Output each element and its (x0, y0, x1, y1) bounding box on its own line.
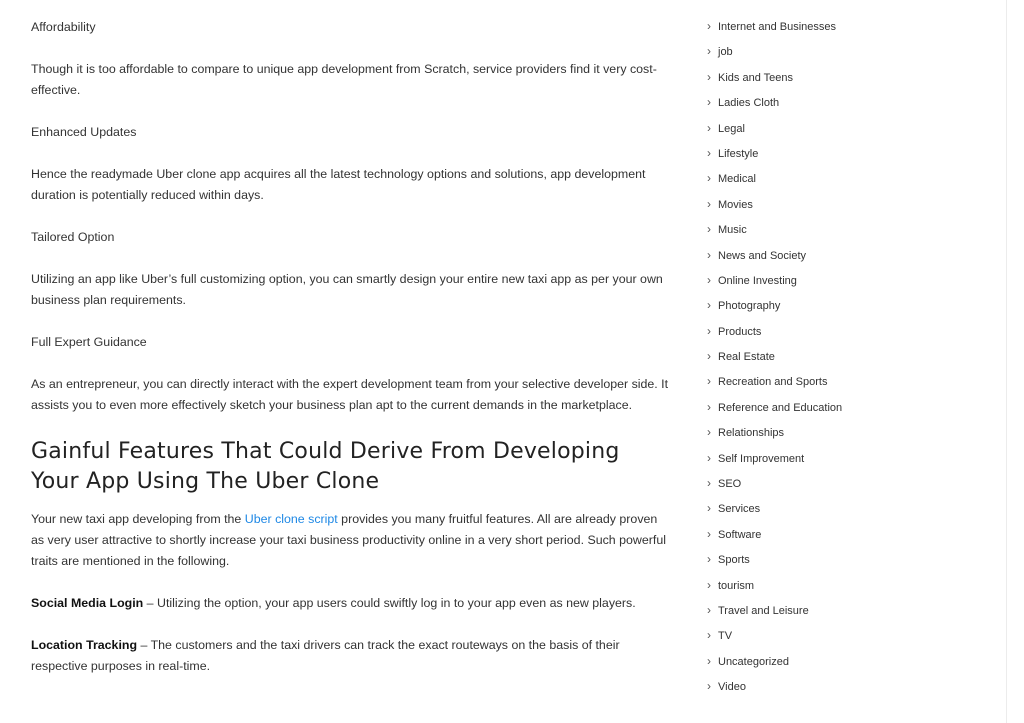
sidebar-category-item[interactable] (707, 141, 1007, 166)
sidebar-category-item[interactable] (707, 623, 1007, 648)
chevron-right-icon: › (707, 501, 711, 516)
chevron-right-icon: › (707, 323, 711, 338)
chevron-right-icon: › (707, 69, 711, 84)
chevron-right-icon: › (707, 476, 711, 491)
sidebar-category-label: Ladies Cloth (718, 97, 780, 110)
chevron-right-icon: › (707, 19, 711, 33)
chevron-right-icon: › (707, 628, 711, 643)
chevron-right-icon: › (707, 120, 711, 135)
sidebar-category-list (707, 14, 1007, 700)
paragraph-social-media-login (31, 593, 673, 614)
sidebar-category-item[interactable] (707, 598, 1007, 623)
sidebar-category-label: Self Improvement (718, 452, 805, 465)
subheading-full-expert-guidance: Full Expert Guidance (31, 335, 147, 349)
sidebar-category-item[interactable] (707, 65, 1007, 90)
sidebar-category-item[interactable] (707, 446, 1007, 471)
sidebar-category-label: Products (718, 325, 762, 338)
chevron-right-icon: › (707, 374, 711, 389)
sidebar-category-item[interactable] (707, 293, 1007, 318)
sidebar-category-item[interactable] (707, 496, 1007, 521)
chevron-right-icon: › (707, 272, 711, 287)
chevron-right-icon: › (707, 526, 711, 541)
sidebar-category-label: Video (718, 681, 746, 694)
sidebar-category-label: SEO (718, 478, 742, 491)
sidebar-category-label: job (718, 46, 733, 59)
chevron-right-icon: › (707, 44, 711, 59)
uber-clone-script-link[interactable]: Uber clone script (244, 512, 338, 526)
sidebar-category-label: Reference and Education (718, 401, 843, 414)
sidebar-category-item[interactable] (707, 268, 1007, 293)
sidebar-category-label: Medical (718, 173, 756, 186)
subheading-enhanced-updates: Enhanced Updates (31, 125, 137, 139)
sidebar-category-label: Music (718, 224, 747, 237)
sidebar-category-item[interactable] (707, 39, 1007, 64)
sidebar-category-item[interactable] (707, 649, 1007, 674)
sidebar-category-item[interactable] (707, 344, 1007, 369)
sidebar-category-item[interactable] (707, 14, 1007, 39)
sidebar-category-item[interactable] (707, 192, 1007, 217)
chevron-right-icon: › (707, 196, 711, 211)
chevron-right-icon: › (707, 349, 711, 364)
sidebar-category-item[interactable] (707, 166, 1007, 191)
sidebar-category-label: Relationships (718, 427, 785, 440)
chevron-right-icon: › (707, 552, 711, 567)
sidebar-category-item[interactable] (707, 420, 1007, 445)
intro-text-before: Your new taxi app developing from the (31, 512, 245, 526)
chevron-right-icon: › (707, 399, 711, 414)
sidebar-category-item[interactable] (707, 217, 1007, 242)
chevron-right-icon: › (707, 577, 711, 592)
paragraph-intro (31, 509, 673, 572)
subheading-tailored-option: Tailored Option (31, 230, 115, 244)
sidebar-category-label: Online Investing (718, 274, 797, 287)
sidebar-category-item[interactable] (707, 395, 1007, 420)
sidebar-category-item[interactable] (707, 522, 1007, 547)
chevron-right-icon: › (707, 247, 711, 262)
sidebar-category-label: Photography (718, 300, 781, 313)
chevron-right-icon: › (707, 95, 711, 110)
sidebar-category-item[interactable] (707, 369, 1007, 394)
sidebar-category-label: Sports (718, 554, 750, 567)
paragraph-tailored-option: Utilizing an app like Uber’s full customizing option, you can smartly design your entire new taxi app as per your own business plan requirements. (31, 272, 663, 307)
sidebar-category-item[interactable] (707, 243, 1007, 268)
paragraph-full-expert-guidance: As an entrepreneur, you can directly interact with the expert development team from your selective developer side. It assists you to even more effectively sketch your business plan apt to the current demands in the marketplace. (31, 377, 669, 412)
sidebar-category-label: Movies (718, 198, 753, 211)
sidebar-category-label: Legal (718, 122, 745, 135)
sidebar-category-label: Uncategorized (718, 655, 789, 668)
chevron-right-icon: › (707, 171, 711, 186)
sidebar-category-item[interactable] (707, 90, 1007, 115)
sidebar-category-label: Recreation and Sports (718, 376, 828, 389)
article-content (31, 17, 673, 698)
chevron-right-icon: › (707, 450, 711, 465)
paragraph-affordability: Though it is too affordable to compare to unique app development from Scratch, service providers find it very cost-effective. (31, 62, 657, 97)
sidebar-category-item[interactable] (707, 116, 1007, 141)
text-location-tracking: – The customers and the taxi drivers can track the exact routeways on the basis of their respective purposes in real-time. (31, 638, 620, 673)
sidebar-category-label: Real Estate (718, 351, 775, 364)
chevron-right-icon: › (707, 602, 711, 617)
sidebar-category-item[interactable] (707, 573, 1007, 598)
sidebar-category-label: TV (718, 630, 733, 643)
text-social-media-login: – Utilizing the option, your app users could swiftly log in to your app even as new players. (143, 596, 636, 610)
chevron-right-icon: › (707, 425, 711, 440)
sidebar-category-label: News and Society (718, 249, 807, 262)
sidebar-category-item[interactable] (707, 319, 1007, 344)
sidebar-category-label: Travel and Leisure (718, 604, 809, 617)
sidebar-category-item[interactable] (707, 674, 1007, 699)
page-edge-divider (1006, 0, 1007, 723)
label-location-tracking: Location Tracking (31, 638, 138, 652)
paragraph-location-tracking (31, 635, 673, 677)
section-heading: Gainful Features That Could Derive From Developing Your App Using The Uber Clone (31, 439, 620, 494)
sidebar-category-label: Lifestyle (718, 147, 759, 160)
sidebar-category-label: Kids and Teens (718, 71, 794, 84)
sidebar-category-label: Software (718, 528, 762, 541)
sidebar-category-label: Internet and Businesses (718, 21, 837, 33)
chevron-right-icon: › (707, 679, 711, 694)
paragraph-enhanced-updates: Hence the readymade Uber clone app acquires all the latest technology options and solutions, app development duration is potentially reduced within days. (31, 167, 646, 202)
subheading-affordability: Affordability (31, 20, 96, 34)
chevron-right-icon: › (707, 145, 711, 160)
chevron-right-icon: › (707, 222, 711, 237)
sidebar-category-item[interactable] (707, 471, 1007, 496)
intro-text-after: provides you many fruitful features. All are already proven as very user attractive to shortly increase your taxi business productivity online in a very short period. Such powerful traits are mentioned in the following. (31, 512, 666, 568)
sidebar-category-label: Services (718, 503, 761, 516)
sidebar-category-item[interactable] (707, 547, 1007, 572)
chevron-right-icon: › (707, 653, 711, 668)
sidebar-category-label: tourism (718, 579, 755, 592)
chevron-right-icon: › (707, 298, 711, 313)
label-social-media-login: Social Media Login (31, 596, 144, 610)
